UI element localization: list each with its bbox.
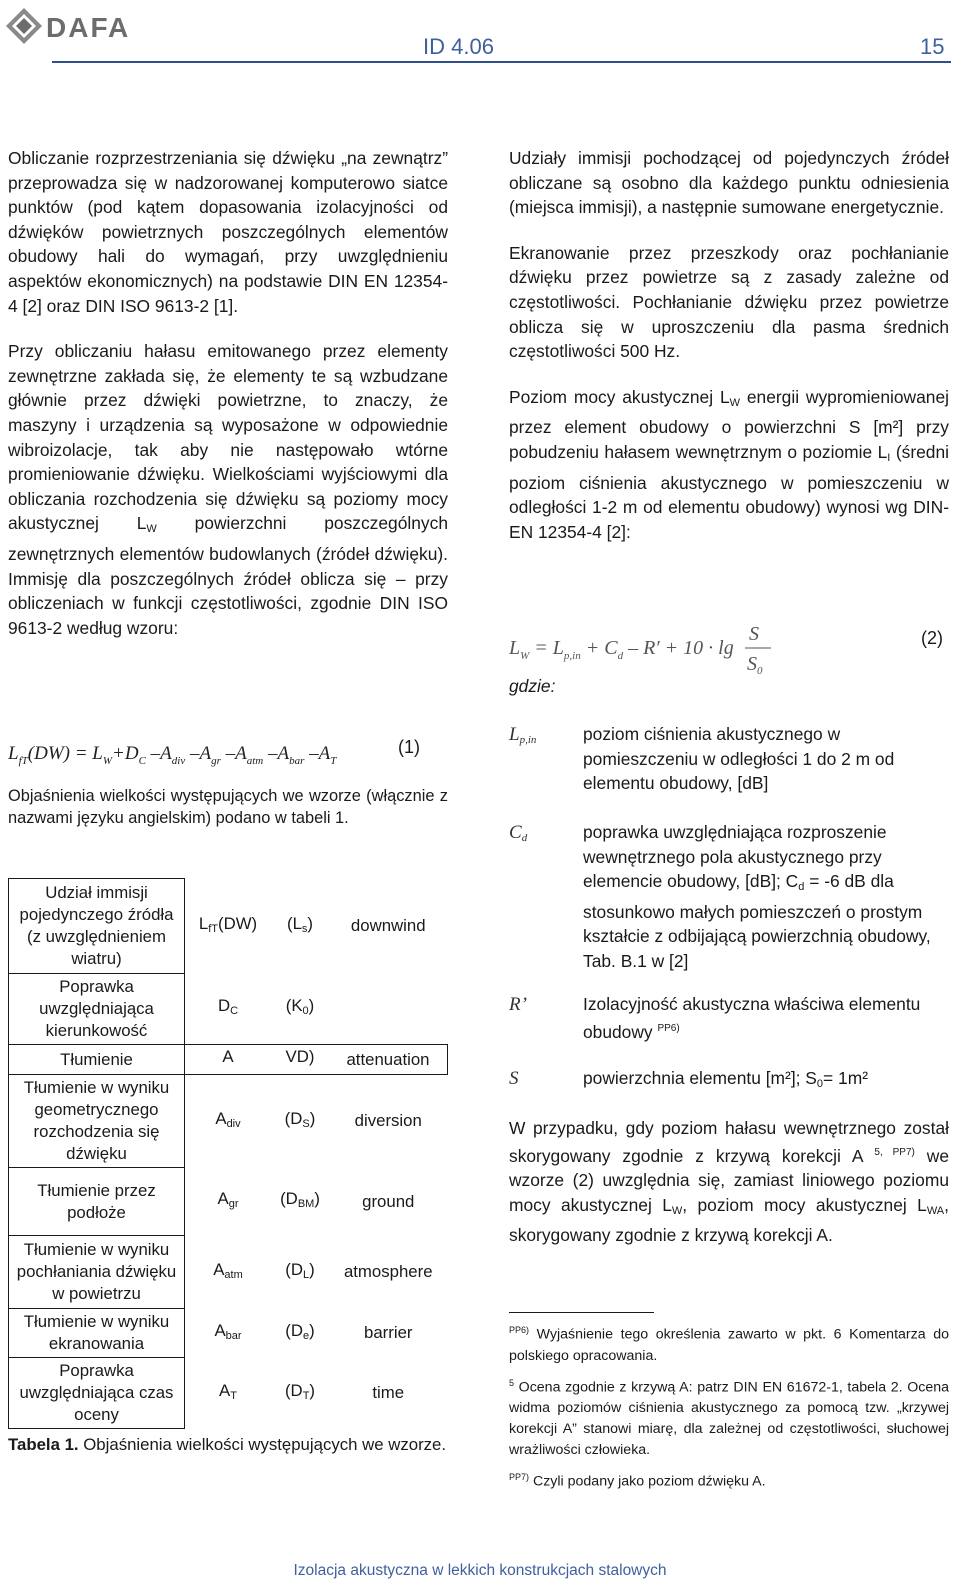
table-cell-code xyxy=(271,1309,329,1358)
table-cell-description: Poprawka uwzględniająca czas oceny xyxy=(9,1358,185,1429)
table-row xyxy=(9,1168,448,1236)
def-text-sub: 0 xyxy=(816,1078,824,1090)
def-text-part: powierzchnia elementu [m²]; S xyxy=(583,1068,817,1088)
left-paragraph-2-text-b: powierzchni poszczególnych zewnętrznych elementów budowlanych (źródeł dźwięku). Immisję dla poszczególnych źródeł oblicza się – przy obliczeniach w funkcji częstotliwości, zgodnie DIN ISO 9613-2 według wzoru: xyxy=(8,513,448,638)
right-paragraph-4-text-b: we wzorze (2) uwzględnia się, zamiast liniowego poziomu mocy akustycznej L xyxy=(509,1145,949,1215)
code-main: VD) xyxy=(285,1047,315,1066)
svg-text:S: S xyxy=(749,623,759,645)
page-number: 15 xyxy=(920,34,945,59)
def-symbol-lpin xyxy=(509,724,536,746)
footnote-pp6 xyxy=(509,1320,949,1367)
table-cell-code xyxy=(271,1236,329,1309)
table-cell-english: barrier xyxy=(364,1323,413,1342)
def-text-part: Izolacyjność akustyczna właściwa elementu obudowy xyxy=(583,994,921,1042)
code-sub: L xyxy=(303,1268,310,1281)
symbol-main: D xyxy=(217,996,231,1016)
footnote-text: Ocena zgodnie z krzywą A: patrz DIN EN 61672-1, tabela 2. Ocena widma poziomów ciśnienia akustycznego za pomocą tzw. „krzywej korekcji A” stanowi miarę, dla zależnej od częstotliwości, słuchowej wrażliwości człowieka. xyxy=(509,1379,949,1459)
table-cell-english: atmosphere xyxy=(343,1262,433,1281)
table-cell-symbol xyxy=(185,974,272,1045)
logo-text: DAFA xyxy=(46,12,131,43)
table-cell-code xyxy=(271,1168,329,1236)
table-cell-symbol xyxy=(185,1358,272,1429)
table-explanation: Objaśnienia wielkości występujących we wzorze (włącznie z nazwami języku angielskim) podano w tabeli 1. xyxy=(8,787,448,827)
logo-mark-icon xyxy=(6,4,42,48)
table-cell-english xyxy=(329,974,448,1045)
def-symbol-r: R’ xyxy=(509,994,527,1015)
right-column xyxy=(509,146,949,565)
code-main: (D xyxy=(285,1259,303,1279)
formula-1-expression xyxy=(8,737,388,771)
def-text-r xyxy=(583,992,949,1044)
symbol-main: A xyxy=(213,1259,225,1279)
right-paragraph-3-text-a: Poziom mocy akustycznej L xyxy=(509,386,730,407)
footnote-ref: 5, PP7) xyxy=(874,1146,915,1158)
def-symbol-text: L xyxy=(509,724,520,745)
where-label: gdzie: xyxy=(509,676,556,696)
table-row xyxy=(9,1075,448,1168)
footnote-mark: PP7) xyxy=(509,1472,530,1483)
table-cell-symbol xyxy=(185,1309,272,1358)
header-divider xyxy=(52,61,951,63)
table-cell-symbol xyxy=(185,879,272,974)
code-tail: ) xyxy=(308,996,315,1016)
symbol-sub: bar xyxy=(225,1329,242,1342)
table-cell-english: downwind xyxy=(350,916,426,935)
code-sub: S xyxy=(302,1117,310,1130)
table-cell-description: Tłumienie przez podłoże xyxy=(9,1168,185,1236)
table-cell-symbol xyxy=(185,1236,272,1309)
symbol-main: A xyxy=(217,1189,229,1208)
right-paragraph-4-text-a: W przypadku, gdy poziom hałasu wewnętrznego został skorygowany zgodnie z krzywą korekcji A xyxy=(509,1118,949,1166)
code-tail: ) xyxy=(314,1189,320,1208)
code-main: (D xyxy=(284,1380,303,1400)
svg-text:LW = Lp,in + Cd – R′ + 10 · lg: $L_W = L_{p,in} + C_d - R' + 10 \cdot \lg$ xyxy=(509,637,734,662)
right-paragraph-3-text-c: (średni poziom ciśnienia akustycznego w pomieszczeniu w odległości 1-2 m od elementu obudowy) wynosi wg DIN-EN 12354-4 [2]: xyxy=(509,441,949,542)
right-paragraph-3 xyxy=(509,385,949,545)
table-caption xyxy=(8,1434,448,1456)
table-cell-english: time xyxy=(372,1383,405,1402)
def-text-cd xyxy=(583,820,949,974)
code-sub: BM xyxy=(297,1198,315,1210)
def-symbol-s: S xyxy=(509,1068,519,1089)
left-column xyxy=(8,146,448,661)
formula-1-number: (1) xyxy=(398,737,420,757)
svg-text:S0: $S_0$ xyxy=(747,653,763,677)
footnote-text: Czyli podany jako poziom dźwięku A. xyxy=(529,1474,766,1491)
symbol-main: A xyxy=(215,1108,227,1128)
li-subscript: I xyxy=(887,451,891,464)
code-sub: e xyxy=(303,1329,310,1342)
def-symbol-sub: p,in xyxy=(519,734,537,746)
table-row xyxy=(9,879,448,974)
def-text-part: poprawka uwzględniająca rozproszenie wewnętrznego pola akustycznego przy elemencie obudowy, [dB]; C xyxy=(583,822,887,892)
def-text-lpin: poziom ciśnienia akustycznego w pomieszczeniu w odległości 1 do 2 m od elementu obudowy, [dB] xyxy=(583,724,895,794)
table-cell-code xyxy=(271,1045,329,1075)
lwa-subscript: WA xyxy=(926,1204,945,1217)
left-paragraph-1: Obliczanie rozprzestrzeniania się dźwięku „na zewnątrz” przeprowadza się w nadzorowanej komputerowo siatce punktów (pod kątem dopasowania izolacyjności od dźwięków powietrznych poszczególnych elementów obudowy hali do wymagań, przy uwzględnieniu aspektów ekonomicznych) na podstawie DIN EN 12354-4 [2] oraz DIN ISO 9613-2 [1]. xyxy=(8,148,448,316)
footnote-5 xyxy=(509,1373,949,1462)
table-cell-description: Tłumienie w wyniku pochłaniania dźwięku w powietrzu xyxy=(9,1236,185,1309)
right-paragraph-4-text-c: , poziom mocy akustycznej L xyxy=(682,1194,927,1215)
footnote-divider xyxy=(509,1312,654,1313)
table-cell-description: Udział immisji pojedynczego źródła (z uwzględnieniem wiatru) xyxy=(9,879,185,974)
footnote-mark: 5 xyxy=(509,1377,515,1388)
code-sub: s xyxy=(301,922,308,935)
table-row xyxy=(9,1236,448,1309)
symbol-sub: div xyxy=(226,1117,241,1130)
table-cell-code xyxy=(271,1358,329,1429)
formula-2-number: (2) xyxy=(921,628,943,648)
symbol-main: A xyxy=(219,1380,231,1400)
table-row xyxy=(9,1358,448,1429)
table-cell-description: Poprawka uwzględniająca kierunkowość xyxy=(9,974,185,1045)
code-main: (D xyxy=(284,1108,303,1128)
code-main: (D xyxy=(280,1189,298,1208)
formula-2 xyxy=(509,614,949,677)
symbol-tail: (DW) xyxy=(217,913,258,933)
table-row xyxy=(9,1309,448,1358)
code-tail: ) xyxy=(309,1259,315,1279)
right-paragraph-3-text-b: energii wypromieniowanej przez element obudowy o powierzchni S [m²] przy pobudzeniu hałasem wewnętrznym o poziomie L xyxy=(509,386,949,462)
footnote-text: Wyjaśnienie tego określenia zawarto w pkt. 6 Komentarza do polskiego opracowania. xyxy=(509,1326,949,1364)
page-footer: Izolacja akustyczna w lekkich konstrukcjach stalowych xyxy=(293,1562,667,1579)
symbol-main: L xyxy=(198,913,209,933)
code-tail: ) xyxy=(307,913,313,933)
symbol-sub: atm xyxy=(224,1268,243,1281)
table-cell-symbol xyxy=(185,1045,272,1075)
symbol-sub: fT xyxy=(208,922,218,935)
table-caption-label: Tabela 1. xyxy=(8,1435,79,1454)
table-caption-text: Objaśnienia wielkości występujących we wzorze. xyxy=(78,1435,447,1454)
def-text-tail: = -6 dB dla stosunkowo małych pomieszczeń o prostym kształcie z odbijającą powierzchnią obudowy, Tab. B.1 w [2] xyxy=(583,871,931,971)
table-cell-description: Tłumienie w wyniku ekranowania xyxy=(9,1309,185,1358)
table-cell-english: attenuation xyxy=(329,1045,448,1075)
code-sub: T xyxy=(302,1389,310,1402)
left-paragraph-2 xyxy=(8,339,448,640)
table-cell-code xyxy=(271,879,329,974)
table-cell-symbol xyxy=(185,1168,272,1236)
formula-1 xyxy=(8,735,448,775)
table-cell-description: Tłumienie w wyniku geometrycznego rozchodzenia się dźwięku xyxy=(9,1075,185,1168)
company-logo xyxy=(6,4,146,48)
code-main: (D xyxy=(285,1320,303,1340)
symbol-main: A xyxy=(214,1320,226,1340)
def-text-sub: d xyxy=(798,881,805,894)
table-cell-english: ground xyxy=(362,1191,415,1211)
table-cell-symbol xyxy=(185,1075,272,1168)
def-text-sup: PP6) xyxy=(657,1022,680,1034)
def-text-tail: = 1m² xyxy=(823,1068,868,1088)
parameters-table xyxy=(8,878,448,1429)
footnote-mark: PP6) xyxy=(509,1325,530,1335)
symbol-sub: gr xyxy=(228,1198,239,1210)
symbol-sub: T xyxy=(230,1389,237,1402)
table-cell-description: Tłumienie xyxy=(9,1045,185,1075)
svg-text:LfT(DW) = LW+DC –Adiv –Agr –Aa: $L_{fT}(DW) = L_W+D_C$ $-A_{div}$ $-A_{gr}$ $-A_{atm}$ $-A_{bar}$ $-A_T$ xyxy=(8,743,337,767)
table-cell-english: diversion xyxy=(354,1111,422,1131)
symbol-sub: C xyxy=(230,1005,239,1018)
code-tail: ) xyxy=(309,1108,316,1128)
right-paragraph-2: Ekranowanie przez przeszkody oraz pochłanianie dźwięku przez powietrze są z zasady zależne od częstotliwości. Pochłanianie dźwięku przez powietrze oblicza się w uproszczeniu dla pasma średnich częstotliwości 500 Hz. xyxy=(509,242,949,362)
code-main: (L xyxy=(286,913,302,933)
formula-2-expression xyxy=(509,622,809,678)
def-symbol-sub: d xyxy=(521,832,528,844)
lw-subscript: W xyxy=(729,396,741,409)
lw-subscript: W xyxy=(671,1204,683,1217)
left-paragraph-2-text-a: Przy obliczaniu hałasu emitowanego przez elementy zewnętrzne zakłada się, że elementy te są wzbudzane głównie przez dźwięki powietrzne, to znaczy, że maszyny i urządzenia są wyposażone w odpowiednie wibroizolacje, tak aby nie następowało wtórne promieniowanie dźwięku. Wielkościami wyjściowymi dla obliczania rozchodzenia się dźwięku są poziomy mocy akustycznej L xyxy=(8,341,448,534)
code-tail: ) xyxy=(309,1320,315,1340)
def-symbol-text: C xyxy=(509,822,522,843)
table-cell-code xyxy=(271,1075,329,1168)
table-row xyxy=(9,974,448,1045)
code-main: (K xyxy=(285,996,303,1016)
right-paragraph-1: Udziały immisji pochodzącej od pojedynczych źródeł obliczane są osobno dla każdego punktu odniesienia (miejsca immisji), a następnie sumowane energetycznie. xyxy=(509,148,949,218)
right-paragraph-4-text-d: , skorygowany zgodnie z krzywą korekcji A. xyxy=(509,1194,949,1246)
symbol-main: A xyxy=(222,1047,234,1066)
document-id: ID 4.06 xyxy=(423,34,494,59)
footnote-pp7 xyxy=(509,1467,949,1493)
code-sub: 0 xyxy=(302,1005,309,1018)
def-symbol-cd xyxy=(509,822,527,844)
table-row xyxy=(9,1045,448,1075)
footnotes xyxy=(509,1320,949,1499)
code-tail: ) xyxy=(309,1380,316,1400)
right-paragraph-4 xyxy=(509,1116,949,1248)
def-text-s xyxy=(583,1066,949,1097)
table-cell-code xyxy=(271,974,329,1045)
lw-subscript: W xyxy=(146,523,157,536)
